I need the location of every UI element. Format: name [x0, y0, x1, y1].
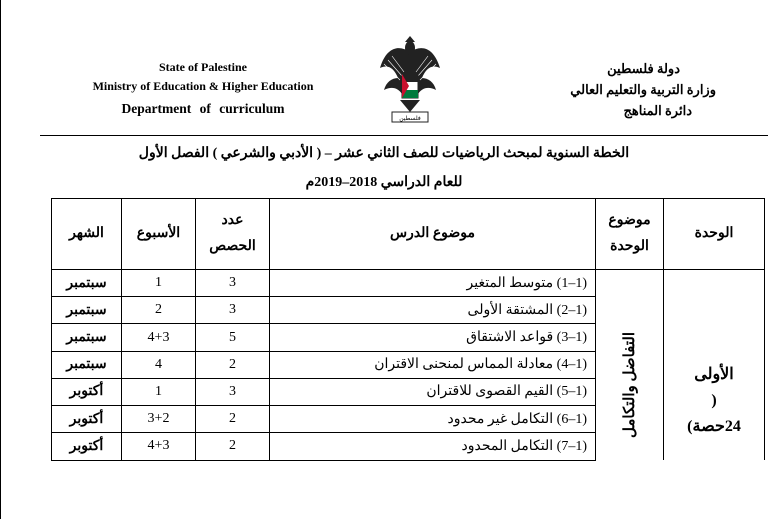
cell-week: 4: [122, 351, 196, 378]
header-week: الأسبوع: [122, 199, 196, 270]
header-sessions-line2: الحصص: [209, 239, 256, 254]
header-divider: [40, 135, 768, 136]
palestine-eagle-emblem: [378, 34, 442, 126]
unit-name: الأولى: [694, 366, 734, 383]
cell-week: 3+2: [122, 406, 196, 433]
header-sessions-line1: عدد: [221, 213, 244, 228]
cell-month: سبتمبر: [52, 270, 122, 297]
annual-plan-table: [51, 198, 765, 461]
state-name-en: State of Palestine: [159, 60, 247, 74]
cell-week: 4+3: [122, 324, 196, 351]
unit-paren: (: [711, 392, 717, 409]
department-name-en: Department of curriculum: [121, 101, 285, 116]
table-row: [52, 270, 765, 297]
emblem-label: فلسطين: [399, 115, 421, 122]
department-name-ar: دائرة المناهج: [623, 103, 692, 118]
cell-topic: (1–2) المشتقة الأولى: [270, 297, 596, 324]
cell-topic: (1–4) معادلة المماس لمنحنى الاقتران: [270, 351, 596, 378]
state-name-ar: دولة فلسطين: [607, 61, 680, 76]
cell-month: سبتمبر: [52, 324, 122, 351]
unit-topic-text: التفاضل والتكامل: [621, 331, 638, 439]
cell-topic: (1–7) التكامل المحدود: [270, 433, 596, 460]
header-topic: موضوع الدرس: [270, 199, 596, 270]
cell-topic: (1–1) متوسط المتغير: [270, 270, 596, 297]
cell-week: 4+3: [122, 433, 196, 460]
header-unit-topic: [596, 199, 664, 270]
header-unit-topic-line2: الوحدة: [610, 239, 649, 254]
english-letterhead: [72, 58, 334, 118]
cell-topic: (1–6) التكامل غير محدود: [270, 406, 596, 433]
cell-month: أكتوبر: [52, 378, 122, 405]
cell-topic: (1–5) القيم القصوى للاقتران: [270, 378, 596, 405]
cell-sessions: 3: [196, 297, 270, 324]
header-month: الشهر: [52, 199, 122, 270]
cell-topic: (1–3) قواعد الاشتقاق: [270, 324, 596, 351]
unit-sessions: 24حصة): [687, 418, 741, 435]
ministry-name-en: Ministry of Education & Higher Education: [92, 79, 314, 93]
arabic-letterhead: [536, 58, 716, 121]
cell-sessions: 2: [196, 433, 270, 460]
cell-week: 1: [122, 378, 196, 405]
cell-month: سبتمبر: [52, 297, 122, 324]
page-left-border: [0, 0, 1, 519]
cell-month: سبتمبر: [52, 351, 122, 378]
cell-sessions: 2: [196, 351, 270, 378]
cell-sessions: 3: [196, 270, 270, 297]
header-unit-topic-line1: موضوع: [608, 213, 651, 228]
document-title: الخطة السنوية لمبحث الرياضيات للصف الثاني عشر – ( الأدبي والشرعي ) الفصل الأول: [138, 146, 630, 161]
cell-unit: [664, 270, 765, 461]
cell-unit-topic: [596, 270, 664, 461]
header-sessions: [196, 199, 270, 270]
ministry-name-ar: وزارة التربية والتعليم العالي: [570, 82, 716, 97]
table-header-row: [52, 199, 765, 270]
cell-week: 1: [122, 270, 196, 297]
header-unit: الوحدة: [664, 199, 765, 270]
cell-sessions: 3: [196, 378, 270, 405]
cell-month: أكتوبر: [52, 433, 122, 460]
cell-sessions: 5: [196, 324, 270, 351]
cell-sessions: 2: [196, 406, 270, 433]
document-subtitle: للعام الدراسي 2018–2019م: [305, 175, 463, 190]
cell-week: 2: [122, 297, 196, 324]
cell-month: أكتوبر: [52, 406, 122, 433]
